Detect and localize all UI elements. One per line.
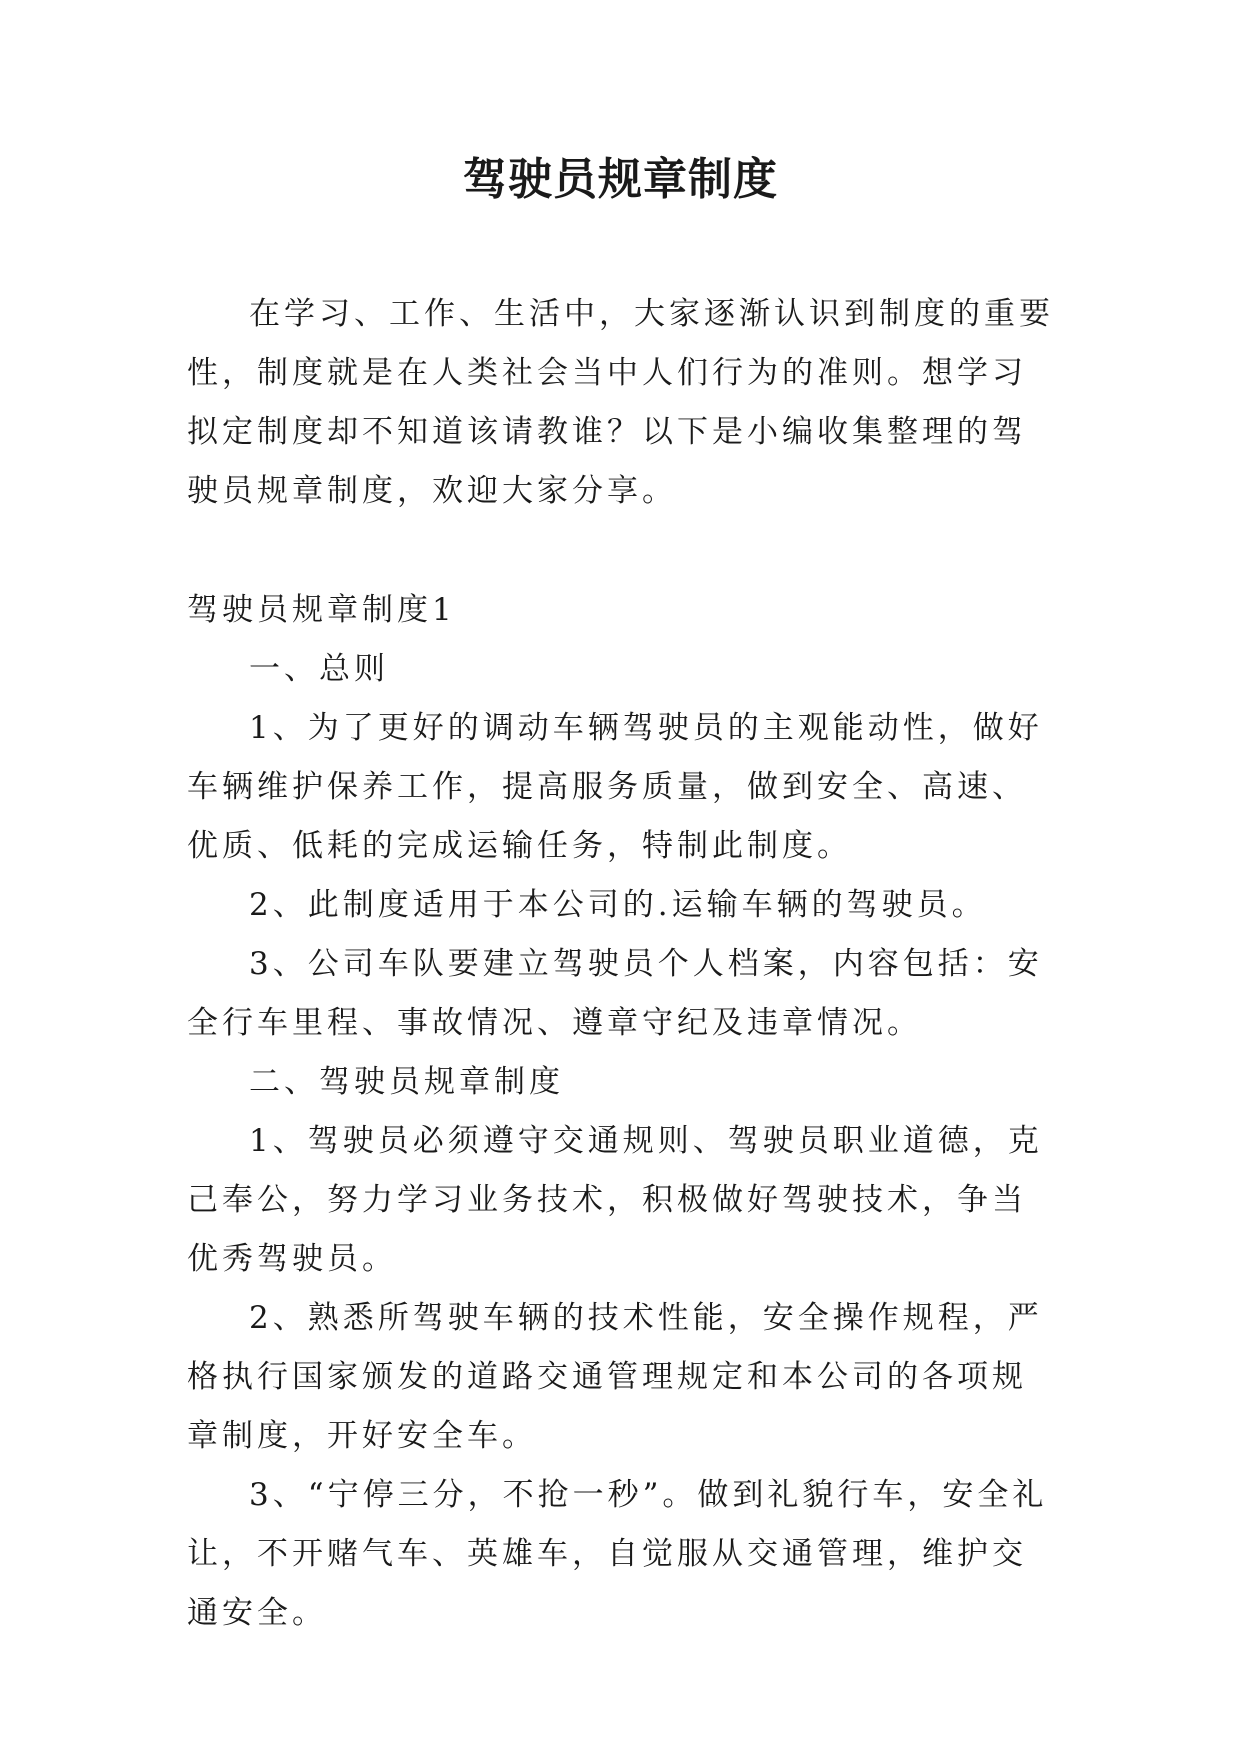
- document-body: [187, 285, 1057, 1643]
- intro-paragraph: 在学习、工作、生活中，大家逐渐认识到制度的重要性，制度就是在人类社会当中人们行为的准则。想学习拟定制度却不知道该请教谁？以下是小编收集整理的驾驶员规章制度，欢迎大家分享。: [187, 296, 1054, 509]
- rules-item-2: 2、熟悉所驾驶车辆的技术性能，安全操作规程，严格执行国家颁发的道路交通管理规定和本公司的各项规章制度，开好安全车。: [187, 1300, 1043, 1454]
- section-title: 驾驶员规章制度1: [187, 592, 456, 628]
- rules-item-1: 1、驾驶员必须遵守交通规则、驾驶员职业道德，克己奉公，努力学习业务技术，积极做好驾驶技术，争当优秀驾驶员。: [187, 1123, 1043, 1277]
- heading-rules: 二、驾驶员规章制度: [249, 1064, 564, 1100]
- general-item-1: 1、为了更好的调动车辆驾驶员的主观能动性，做好车辆维护保养工作，提高服务质量，做到安全、高速、优质、低耗的完成运输任务，特制此制度。: [187, 710, 1043, 864]
- general-item-3: 3、公司车队要建立驾驶员个人档案，内容包括：安全行车里程、事故情况、遵章守纪及违章情况。: [187, 946, 1043, 1041]
- heading-general: 一、总则: [249, 651, 389, 687]
- rules-item-3: 3、“宁停三分，不抢一秒”。做到礼貌行车，安全礼让，不开赌气车、英雄车，自觉服从交通管理，维护交通安全。: [187, 1477, 1048, 1631]
- page-title: 驾驶员规章制度: [463, 154, 778, 205]
- general-item-2: 2、此制度适用于本公司的.运输车辆的驾驶员。: [249, 887, 987, 923]
